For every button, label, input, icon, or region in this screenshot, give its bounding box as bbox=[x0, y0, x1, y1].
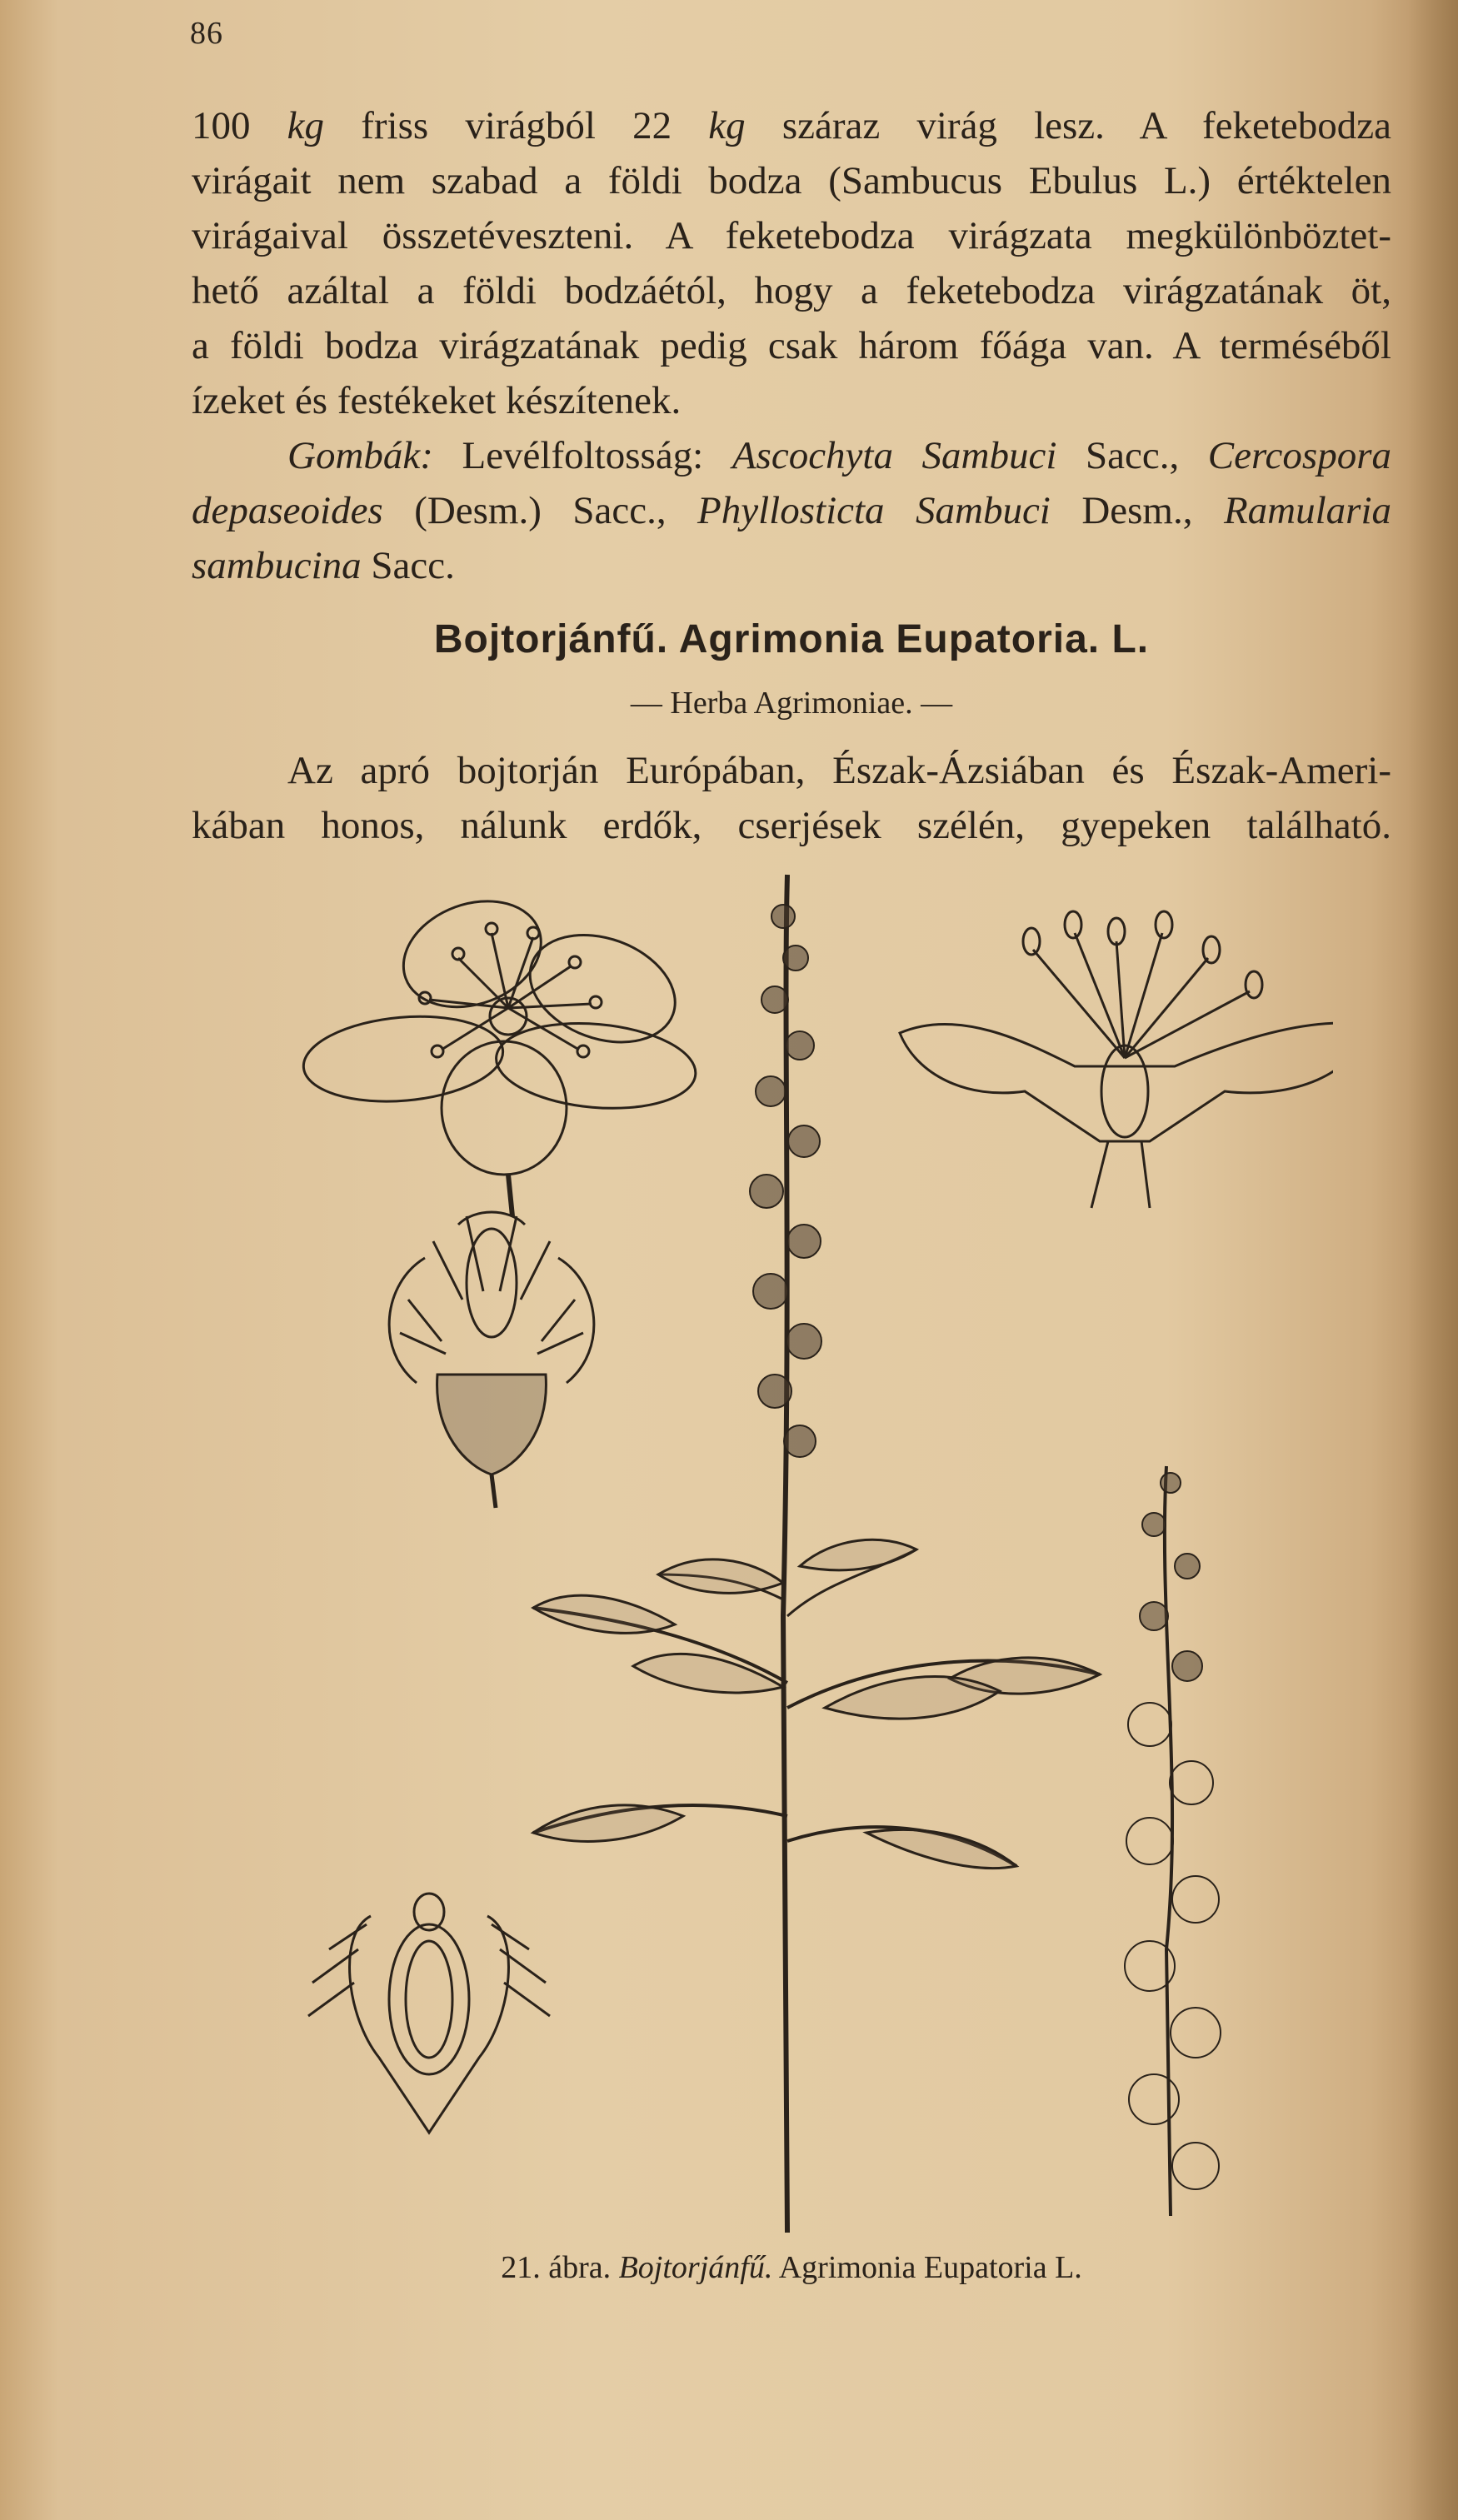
plant-leaves bbox=[533, 1539, 1100, 1868]
fungi-line: Gombák: Levélfoltosság: Ascochyta Sambuci Sacc., Cercospora bbox=[287, 434, 1391, 477]
text-line: 100 kg friss virágból 22 kg száraz virág lesz. A feketebodza bbox=[192, 104, 1392, 147]
page-number: 86 bbox=[190, 16, 223, 51]
text-line: a földi bodza virágzatának pedig csak három főága van. A terméséből bbox=[192, 324, 1391, 367]
text-line: virágait nem szabad a földi bodza (Sambucus Ebulus L.) értéktelen bbox=[192, 159, 1391, 202]
section-heading: Bojtorjánfű. Agrimonia Eupatoria. L. bbox=[433, 617, 1150, 661]
flower-section-view bbox=[900, 911, 1333, 1208]
text-line: sambucina Sacc. bbox=[192, 544, 455, 587]
agrimonia-illustration bbox=[283, 866, 1333, 2233]
paragraph-sambucus bbox=[192, 98, 1391, 593]
flower-top-view bbox=[300, 883, 699, 1216]
fungi-label: Gombák: bbox=[287, 434, 433, 477]
text-line: Az apró bojtorján Európában, Észak-Ázsiában és Észak-Ameri- bbox=[287, 749, 1391, 792]
fruit-with-stamens bbox=[389, 1212, 594, 1508]
fruit-section bbox=[308, 1894, 550, 2133]
text-line: virágaival összetéveszteni. A feketebodza virágzata megkülönböztet- bbox=[192, 214, 1391, 257]
text-line: hető azáltal a földi bodzáétól, hogy a feketebodza virágzatának öt, bbox=[192, 269, 1391, 312]
text-line: depaseoides (Desm.) Sacc., Phyllosticta Sambuci Desm., Ramularia bbox=[192, 489, 1392, 532]
figure-caption: 21. ábra. Bojtorjánfű. Agrimonia Eupatoria L. bbox=[501, 2250, 1082, 2285]
text-line: kában honos, nálunk erdők, cserjések szélén, gyepeken található. bbox=[192, 804, 1391, 847]
fruiting-spike bbox=[1125, 1466, 1221, 2216]
paragraph-agrimonia bbox=[192, 743, 1391, 853]
section-subheading: — Herba Agrimoniae. — bbox=[630, 686, 953, 721]
text-line: ízeket és festékeket készítenek. bbox=[192, 379, 682, 422]
page-edge-shadow bbox=[1408, 0, 1458, 2520]
